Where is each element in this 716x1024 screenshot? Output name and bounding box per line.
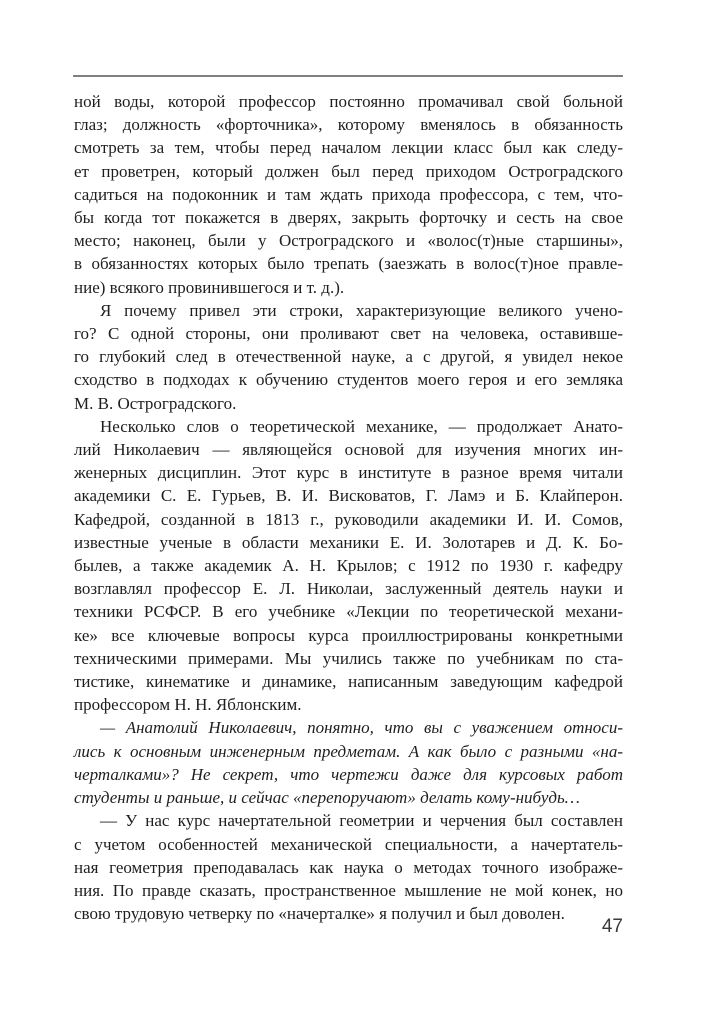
text-line: смотреть за тем, чтобы перед началом лекции класс был как следу- — [74, 138, 623, 158]
paragraph — [74, 90, 623, 299]
text-line: известные ученые в области механики Е. И. Золотарев и Д. К. Бо- — [74, 532, 623, 552]
paragraph — [74, 299, 623, 415]
text-line: былев, а также академик А. Н. Крылов; с 1912 по 1930 г. кафедру — [74, 556, 623, 576]
text-line: академики С. Е. Гурьев, В. И. Висковатов, Г. Ламэ и Б. Клайперон. — [74, 486, 623, 506]
text-line: ке» все ключевые вопросы курса проиллюстрированы конкретными — [74, 625, 623, 645]
text-line: садиться на подоконник и там ждать прихода профессора, с тем, что- — [74, 184, 623, 204]
text-line: глаз; должность «форточника», которому вменялось в обязанность — [74, 115, 623, 135]
header-rule — [73, 75, 623, 77]
text-line: профессором Н. Н. Яблонским. — [74, 695, 302, 715]
text-line: черталками»? Не секрет, что чертежи даже для курсовых работ — [74, 764, 623, 784]
text-line: студенты и раньше, и сейчас «перепоручают» делать кому-нибудь… — [74, 788, 580, 808]
text-line: ной воды, которой профессор постоянно промачивал свой больной — [74, 92, 623, 111]
text-line: М. В. Остроградского. — [74, 393, 237, 413]
text-line: Я почему привел эти строки, характеризующие великого учено- — [100, 300, 623, 320]
text-line: техники РСФСР. В его учебнике «Лекции по теоретической механи- — [74, 602, 623, 622]
text-line: тистике, кинематике и динамике, написанным заведующим кафедрой — [74, 672, 623, 692]
text-line: Кафедрой, созданной в 1813 г., руководили академики И. И. Сомов, — [74, 509, 623, 529]
paragraph — [74, 809, 623, 925]
page-text — [74, 90, 623, 925]
text-line: с учетом особенностей механической специальности, а начертатель- — [74, 834, 623, 854]
text-line: техническими примерами. Мы учились также по учебникам по ста- — [74, 648, 623, 668]
text-line: — Анатолий Николаевич, понятно, что вы с уважением относи- — [100, 718, 623, 738]
text-line: ние) всякого провинившегося и т. д.). — [74, 277, 345, 297]
text-line: ная геометрия преподавалась как наука о методах точного изображе- — [74, 857, 623, 877]
page-number: 47 — [601, 916, 623, 937]
text-line: женерных дисциплин. Этот курс в институте в разное время читали — [74, 463, 623, 483]
text-line: сходство в подходах к обучению студентов моего героя и его земляка — [74, 370, 623, 390]
paragraph — [74, 716, 623, 809]
text-line: Несколько слов о теоретической механике, — продолжает Анато- — [100, 416, 623, 436]
text-line: возглавлял профессор Е. Л. Николаи, заслуженный деятель науки и — [74, 579, 623, 599]
text-line: свою трудовую четверку по «начерталке» я получил и был доволен. — [74, 904, 565, 924]
text-line: бы когда тот покажется в дверях, закрыть форточку и сесть на свое — [74, 208, 623, 228]
text-line: — У нас курс начертательной геометрии и черчения был составлен — [100, 811, 623, 831]
paragraph — [74, 415, 623, 717]
text-line: го глубокий след в отечественной науке, а с другой, я увидел некое — [74, 347, 623, 367]
text-line: ет проветрен, который должен был перед приходом Остроградского — [74, 161, 623, 181]
text-line: го? С одной стороны, они проливают свет на человека, оставивше- — [74, 324, 623, 344]
text-line: в обязанностях которых было трепать (заезжать в волос(т)ное правле- — [74, 254, 623, 274]
text-line: лий Николаевич — являющейся основой для изучения многих ин- — [74, 440, 623, 460]
text-line: ния. По правде сказать, пространственное мышление не мой конек, но — [74, 880, 623, 900]
text-line: лись к основным инженерным предметам. А как было с разными «на- — [74, 741, 623, 761]
text-line: место; наконец, были у Остроградского и «волос(т)ные старшины», — [74, 231, 623, 251]
